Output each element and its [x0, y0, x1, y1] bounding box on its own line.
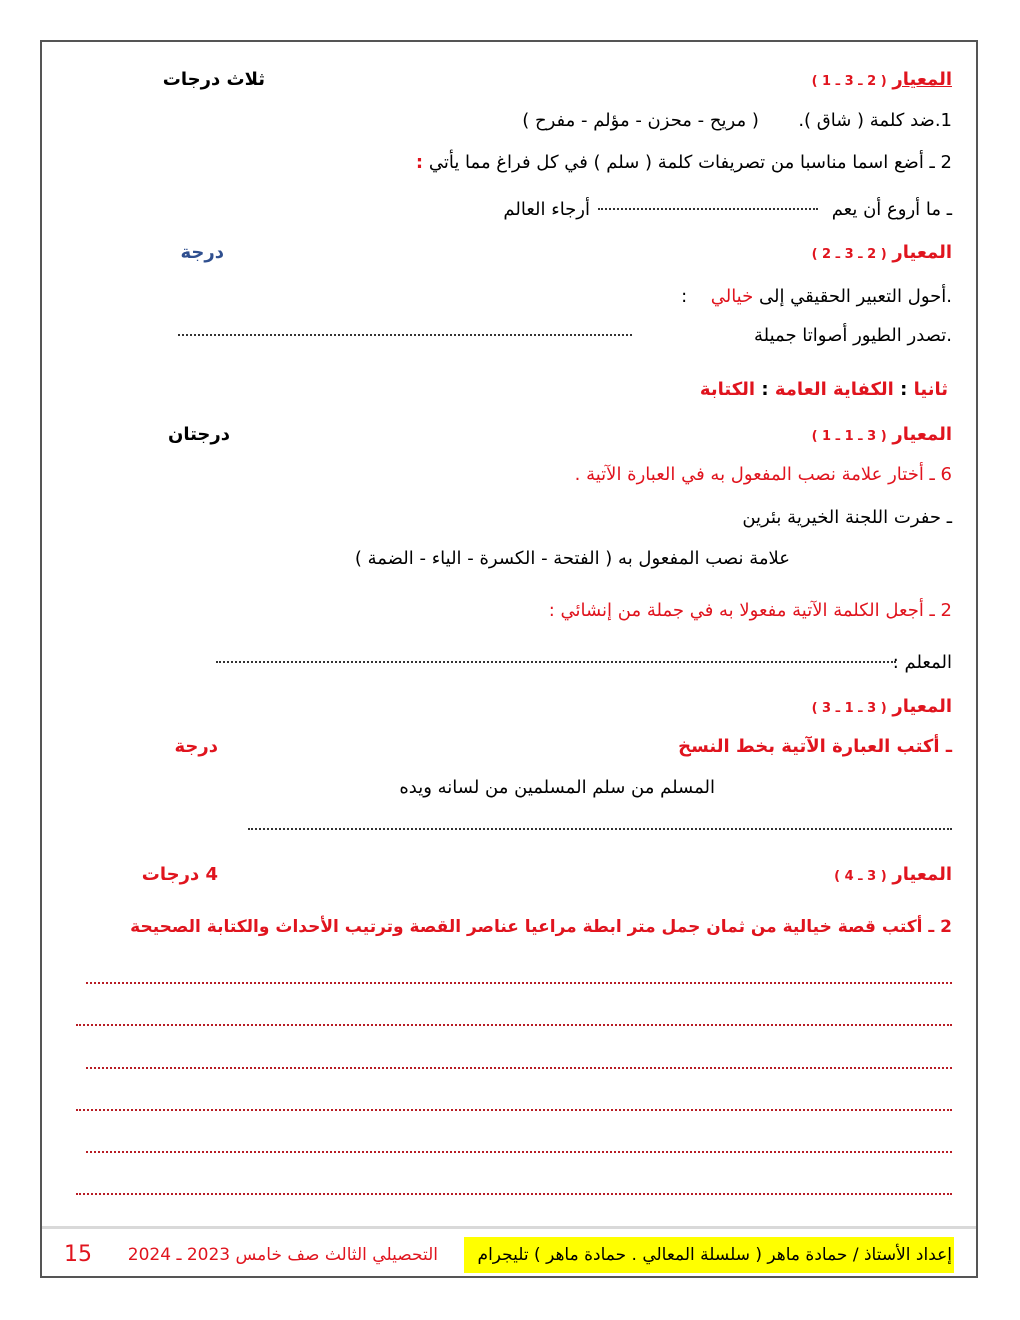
grade-3: درجتان	[167, 424, 230, 445]
criterion-code: ( 2 ـ 3 ـ 1 )	[811, 74, 887, 89]
criterion-3	[812, 422, 952, 450]
q1-options: ( مريح - محزن - مؤلم - مفرح )	[522, 110, 759, 131]
criterion-label: المعيار	[892, 242, 952, 263]
criterion-label: المعيار	[892, 696, 952, 717]
story-task: 2 ـ أكتب قصة خيالية من ثمان جمل متر ابطة مراعيا عناصر القصة وترتيب الأحداث والكتابة الصحيحة	[130, 917, 952, 937]
question-1	[522, 108, 952, 134]
q1-prefix: 1.ضد كلمة ( شاق ).	[798, 110, 952, 131]
footer-exam: التحصيلي الثالث صف خامس 2023 ـ 2024	[127, 1245, 438, 1265]
criterion-label: المعيار	[892, 424, 952, 445]
answer-line[interactable]	[216, 661, 896, 663]
footer-divider	[42, 1226, 976, 1229]
heading-title: الكفاية العامة	[774, 379, 894, 400]
phrase: المسلم من سلم المسلمين من لسانه ويده	[399, 777, 715, 798]
criterion-code: ( 3 ـ 1 ـ 1 )	[811, 429, 887, 444]
sentence-3: ـ حفرت اللجنة الخيرية بئرين	[742, 507, 952, 528]
grade-1: ثلاث درجات	[162, 69, 265, 90]
word-prompt: المعلم :	[892, 652, 952, 673]
page-number: 15	[64, 1242, 92, 1267]
grade-4: درجة	[174, 736, 218, 757]
writing-line[interactable]	[76, 1193, 952, 1195]
question-6: 6 ـ أختار علامة نصب المفعول به في العبارة الآتية .	[574, 464, 952, 485]
instruction-keyword: خيالي	[710, 286, 754, 307]
criterion-code: ( 2 ـ 3 ـ 2 )	[811, 247, 887, 262]
heading-sep: :	[761, 379, 769, 400]
grade-2: درجة	[180, 242, 224, 263]
fill-blank-line[interactable]	[598, 208, 818, 210]
criterion-4	[812, 694, 952, 722]
writing-line[interactable]	[76, 1109, 952, 1111]
page-border	[40, 40, 978, 1278]
sentence-end: أرجاء العالم	[503, 199, 590, 220]
sentence-2: .تصدر الطيور أصواتا جميلة	[754, 325, 952, 346]
mark-question: علامة نصب المفعول به ( الفتحة - الكسرة - الياء - الضمة )	[354, 548, 790, 569]
heading-prefix: ثانيا	[913, 379, 948, 400]
criterion-label: المعيار	[892, 864, 952, 885]
criterion-label: المعيار	[892, 69, 952, 90]
answer-line[interactable]	[178, 334, 632, 336]
writing-line[interactable]	[86, 1067, 952, 1069]
criterion-2	[812, 240, 952, 268]
writing-line[interactable]	[86, 1151, 952, 1153]
heading-subject: الكتابة	[699, 379, 756, 400]
q2-colon: :	[415, 152, 424, 173]
writing-line[interactable]	[86, 982, 952, 984]
instruction-colon: :	[681, 286, 688, 307]
answer-line[interactable]	[248, 828, 952, 830]
instruction-2	[681, 284, 952, 310]
instruction-text: .أحول التعبير الحقيقي إلى	[758, 286, 952, 307]
question-3-2: 2 ـ أجعل الكلمة الآتية مفعولا به في جملة من إنشائي :	[548, 600, 952, 621]
grade-5: 4 درجات	[141, 864, 218, 885]
footer-author: إعداد الأستاذ / حمادة ماهر ( سلسلة المعالي . حمادة ماهر ) تليجرام	[477, 1245, 952, 1265]
fill-blank-sentence	[832, 197, 952, 223]
criterion-1	[812, 67, 952, 95]
section-heading	[700, 377, 948, 403]
criterion-code: ( 3 ـ 1 ـ 3 )	[811, 701, 887, 716]
writing-line[interactable]	[76, 1024, 952, 1026]
question-2	[416, 150, 952, 176]
q2-text: 2 ـ أضع اسما مناسبا من تصريفات كلمة ( سلم ) في كل فراغ مما يأتي	[428, 152, 952, 173]
criterion-code: ( 3 ـ 4 )	[834, 869, 887, 884]
instruction-4: ـ أكتب العبارة الآتية بخط النسخ	[678, 736, 952, 757]
sentence-start: ـ ما أروع أن يعم	[831, 199, 952, 220]
heading-sep: :	[900, 379, 908, 400]
criterion-5	[834, 862, 952, 890]
